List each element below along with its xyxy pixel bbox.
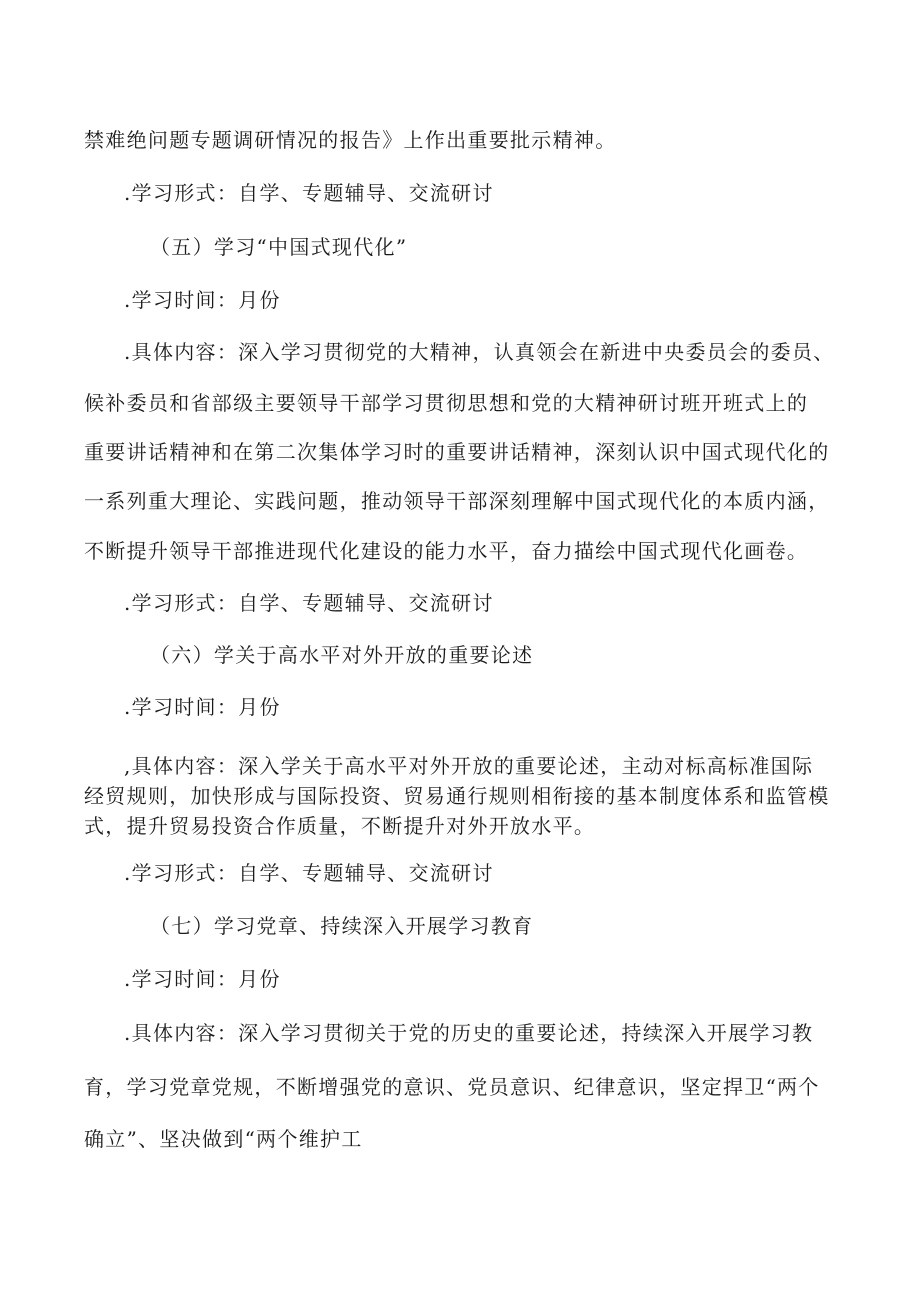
section-heading-5: （五）学习“中国式现代化” xyxy=(150,235,408,259)
text-line-1: 禁难绝问题专题调研情况的报告》上作出重要批示精神。 xyxy=(84,128,617,152)
text-line-15: 式，提升贸易投资合作质量，不断提升对外开放水平。 xyxy=(84,814,596,838)
text-line-21: 确立”、坚决做到“两个维护工 xyxy=(84,1127,363,1151)
text-line-4: .学习时间：月份 xyxy=(124,288,281,312)
text-line-7: 重要讲话精神和在第二次集体学习时的重要讲话精神，深刻认识中国式现代化的 xyxy=(84,440,830,464)
text-line-12: .学习时间：月份 xyxy=(124,695,281,719)
text-line-5: .具体内容：深入学习贯彻党的大精神，认真领会在新进中央委员会的委员、 xyxy=(124,340,835,364)
text-line-14: 经贸规则，加快形成与国际投资、贸易通行规则相衔接的基本制度体系和监管模 xyxy=(84,784,830,808)
text-line-6: 候补委员和省部级主要领导干部学习贯彻思想和党的大精神研讨班开班式上的 xyxy=(84,391,809,415)
text-line-19: .具体内容：深入学习贯彻关于党的历史的重要论述，持续深入开展学习教 xyxy=(124,1021,814,1045)
text-line-20: 育，学习党章党规，不断增强党的意识、党员意识、纪律意识，坚定捍卫“两个 xyxy=(84,1075,820,1099)
text-line-13: ,具体内容：深入学关于高水平对外开放的重要论述，主动对标高标准国际 xyxy=(124,754,814,778)
text-line-2: .学习形式：自学、专题辅导、交流研讨 xyxy=(124,181,494,205)
text-line-18: .学习时间：月份 xyxy=(124,967,281,991)
section-heading-7: （七）学习党章、持续深入开展学习教育 xyxy=(150,914,534,938)
text-line-9: 不断提升领导干部推进现代化建设的能力水平，奋力描绘中国式现代化画卷。 xyxy=(84,539,809,563)
text-line-10: .学习形式：自学、专题辅导、交流研讨 xyxy=(124,591,494,615)
text-line-8: 一系列重大理论、实践问题，推动领导干部深刻理解中国式现代化的本质内涵， xyxy=(84,489,830,513)
text-line-16: .学习形式：自学、专题辅导、交流研讨 xyxy=(124,861,494,885)
section-heading-6: （六）学关于高水平对外开放的重要论述 xyxy=(150,643,534,667)
